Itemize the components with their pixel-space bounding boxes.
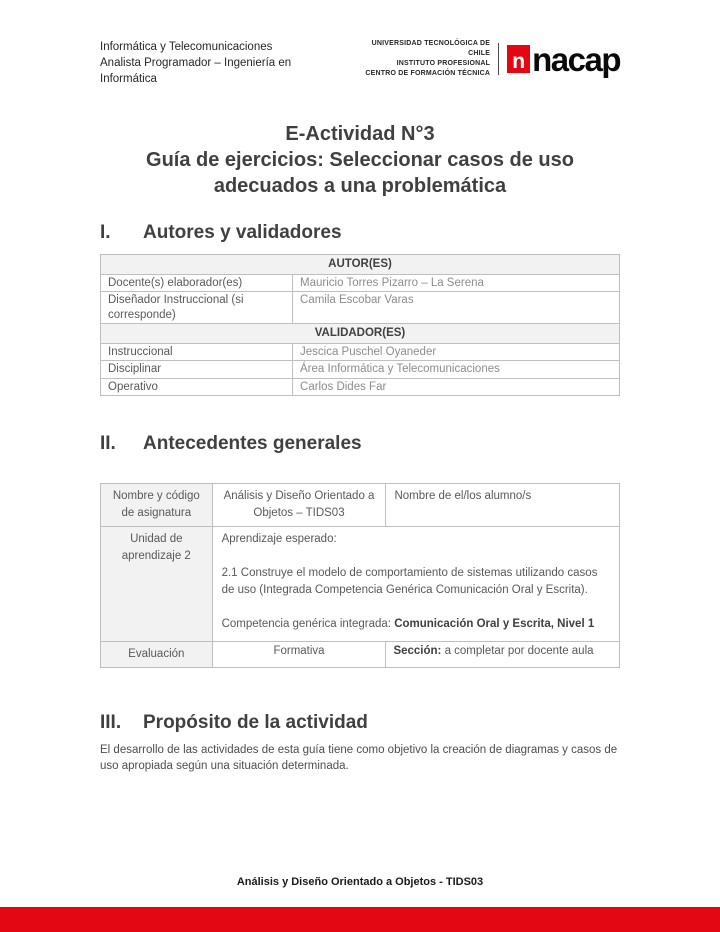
antecedentes-table <box>100 483 620 668</box>
group-header-autores: AUTOR(ES) <box>101 255 620 275</box>
institution-line: UNIVERSIDAD TECNOLÓGICA DE CHILE <box>371 40 491 57</box>
table-row <box>101 361 620 379</box>
table-group-header-row <box>101 324 620 344</box>
row-value: Jescica Puschel Oyaneder <box>293 343 620 361</box>
row-value: Camila Escobar Varas <box>293 292 620 324</box>
program-area-label: Informática y Telecomunicaciones <box>100 41 273 53</box>
table-row <box>101 274 620 292</box>
section-heading-proposito <box>100 711 620 735</box>
section-title: Autores y validadores <box>143 222 342 243</box>
section-number: II. <box>100 433 116 454</box>
brand-divider <box>498 43 499 75</box>
row-value: Mauricio Torres Pizarro – La Serena <box>293 274 620 292</box>
page-title-line1: E-Actividad N°3 <box>285 123 435 145</box>
row-label: Diseñador Instruccional (si corresponde) <box>101 292 293 324</box>
section-info-cell <box>386 642 620 668</box>
inacap-brand <box>349 39 620 79</box>
footer-red-bar <box>0 907 720 932</box>
page-title <box>100 121 620 199</box>
section-title: Propósito de la actividad <box>143 712 368 733</box>
section-value: a completar por docente aula <box>441 645 594 657</box>
learning-outcome-intro: Aprendizaje esperado: <box>221 533 337 545</box>
student-name-cell: Nombre de el/los alumno/s <box>386 484 620 527</box>
table-row <box>101 343 620 361</box>
proposito-paragraph: El desarrollo de las actividades de esta guía tiene como objetivo la creación de diagramas y casos de uso apropiada según una situación determinada. <box>100 744 618 772</box>
institution-line: INSTITUTO PROFESIONAL <box>396 60 491 67</box>
inacap-logo-square-icon <box>507 45 530 73</box>
row-label: Nombre y código de asignatura <box>101 484 213 527</box>
table-row <box>101 378 620 396</box>
row-label: Unidad de aprendizaje 2 <box>101 527 213 642</box>
row-value: Carlos Dides Far <box>293 378 620 396</box>
section-label: Sección: <box>393 645 442 657</box>
table-group-header-row <box>101 255 620 275</box>
learning-outcome-body: 2.1 Construye el modelo de comportamiento de sistemas utilizando casos de uso (Integrada Competencia Genérica Comunicación Oral y Escrita). <box>221 567 598 596</box>
row-value: Área Informática y Telecomunicaciones <box>293 361 620 379</box>
doc-header <box>100 0 620 87</box>
learning-outcome-competency <box>222 616 610 633</box>
row-label: Evaluación <box>101 642 213 668</box>
section-number: III. <box>100 712 122 733</box>
program-block <box>100 39 349 87</box>
learning-outcome-cell <box>212 527 619 642</box>
inacap-logo-wordmark: nacap <box>532 41 620 78</box>
table-row <box>101 484 620 527</box>
row-label: Operativo <box>101 378 293 396</box>
competency-label: Competencia genérica integrada: <box>221 618 395 630</box>
row-label: Instruccional <box>101 343 293 361</box>
group-header-validadores: VALIDADOR(ES) <box>101 324 620 344</box>
institution-name <box>349 39 490 79</box>
course-name-cell: Análisis y Diseño Orientado a Objetos – TIDS03 <box>212 484 386 527</box>
table-row <box>101 642 620 668</box>
inacap-logo <box>507 41 620 78</box>
logo-square-letter: n <box>512 50 526 73</box>
section-heading-antecedentes <box>100 432 620 456</box>
program-career-label: Analista Programador – Ingeniería en Informática <box>100 57 292 85</box>
section-heading-autores <box>100 221 620 245</box>
footer-course-label: Análisis y Diseño Orientado a Objetos - TIDS03 <box>236 876 484 888</box>
row-label: Docente(s) elaborador(es) <box>101 274 293 292</box>
institution-line: CENTRO DE FORMACIÓN TÉCNICA <box>365 70 491 77</box>
row-label: Disciplinar <box>101 361 293 379</box>
autores-table <box>100 254 620 396</box>
table-row <box>101 292 620 324</box>
section-title: Antecedentes generales <box>143 433 362 454</box>
competency-value: Comunicación Oral y Escrita, Nivel 1 <box>394 618 595 630</box>
evaluation-type-cell: Formativa <box>212 642 386 668</box>
section-number: I. <box>100 222 111 243</box>
page-title-line2: Guía de ejercicios: Seleccionar casos de uso adecuados a una problemática <box>146 149 574 197</box>
table-row <box>101 527 620 642</box>
